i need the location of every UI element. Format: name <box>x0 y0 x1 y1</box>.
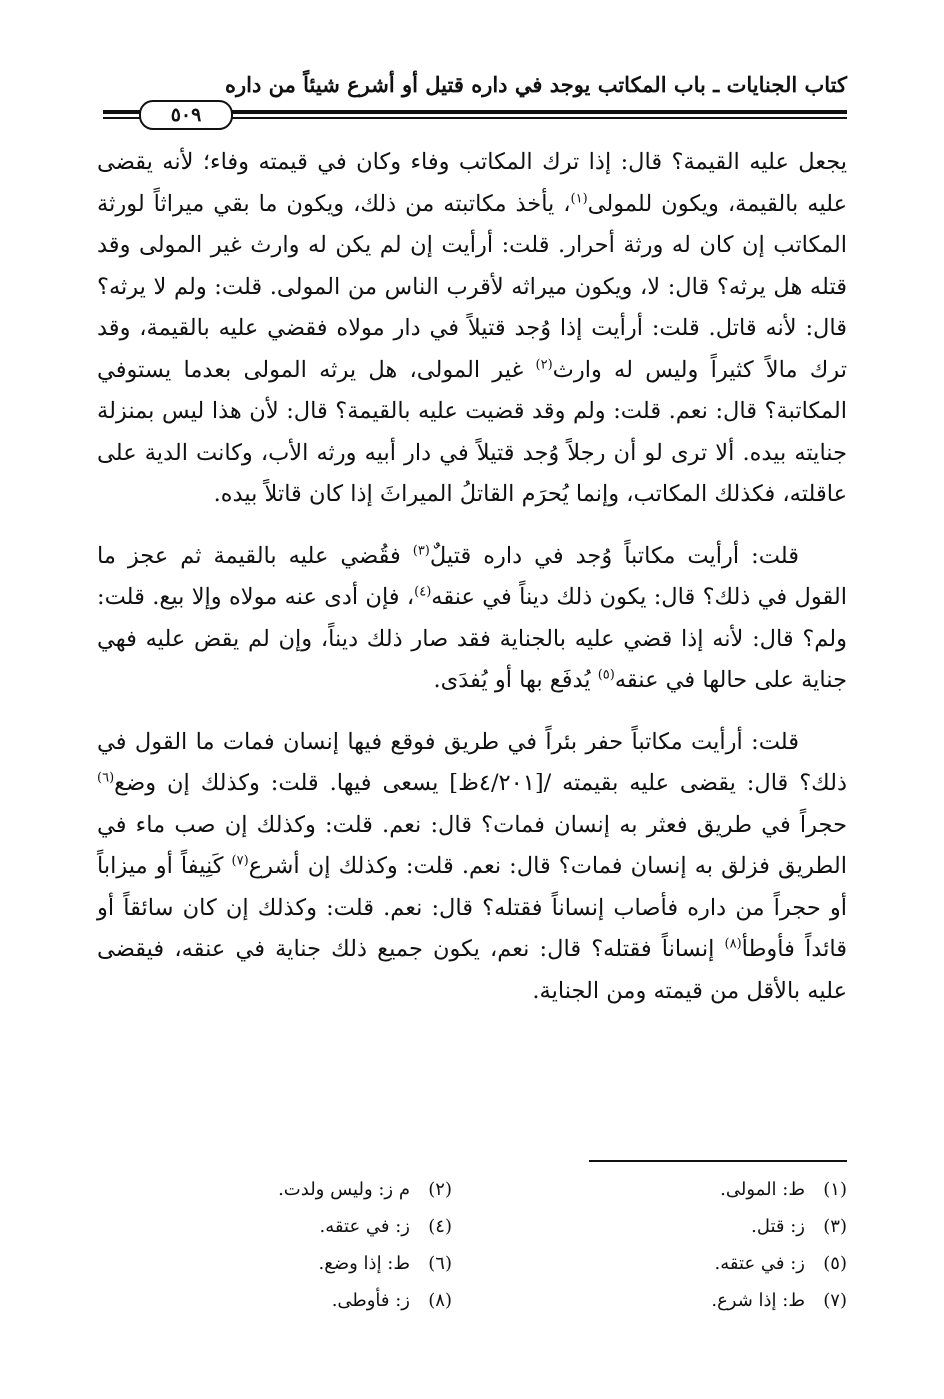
text-segment: يُدفَع بها أو يُفدَى. <box>433 667 598 693</box>
text-segment: إنساناً فقتله؟ قال: نعم، يكون جميع ذلك جناية في عنقه، فيقضى عليه بالأقل من قيمته ومن الجناية. <box>97 936 847 1004</box>
footnote-text: ز: فأوطى. <box>331 1290 410 1311</box>
footnote-reference: (٨) <box>724 936 742 952</box>
footnote-reference: (٣) <box>412 543 430 558</box>
footnote-reference: (٤) <box>414 584 432 600</box>
footnote-text: ز: في عتقه. <box>319 1216 410 1237</box>
text-segment: يجعل عليه القيمة؟ قال: إذا ترك المكاتب وفاء وكان في قيمته وفاء؛ لأنه يقضى عليه بالقيمة، ويكون للمولى <box>97 149 847 217</box>
page-header <box>103 70 847 125</box>
footnote-number: (٤) <box>428 1216 452 1237</box>
text-segment: كَنِيفاً أو ميزاباً أو حجراً من داره فأصاب إنساناً فقتله؟ قال: نعم. قلت: وكذلك إن كان سائقاً أو قائداً فأوطأ <box>97 853 847 962</box>
footnote-reference: (١) <box>570 191 588 206</box>
footnote-number: (٥) <box>823 1253 847 1274</box>
footnote <box>97 1246 452 1281</box>
footnote-text: ز: قتل. <box>751 1216 805 1237</box>
footnote-separator <box>589 1160 847 1162</box>
main-text <box>97 142 847 1012</box>
footnote <box>97 1283 452 1318</box>
text-segment: فقُضي عليه بالقيمة ثم عجز ما القول في ذلك؟ قال: يكون ذلك ديناً في عنقه <box>97 542 847 610</box>
footnote <box>492 1283 847 1318</box>
footnote-number: (٢) <box>428 1179 452 1200</box>
footnote-text: م ز: وليس ولدت. <box>278 1179 410 1200</box>
footnote <box>492 1172 847 1207</box>
text-segment: ، يأخذ مكاتبته من ذلك، ويكون ما بقي ميراثاً لورثة المكاتب إن كان له ورثة أحرار. قلت: أرأيت إن لم يكن له وارث غير المولى وقد قتله هل يرثه؟ قال: لا، ويكون ميراثه لأقرب الناس من المولى. قلت: ولم لا يرثه؟ قال: لأنه قاتل. قلت: أرأيت إذا وُجد قتيلاً في دار مولاه فقضي عليه بالقيمة، وقد ترك مالاً كثيراً وليس له وارث <box>97 190 847 383</box>
footnotes <box>97 1172 847 1318</box>
running-title: كتاب الجنايات ـ باب المكاتب يوجد في داره قتيل أو أشرع شيئاً من داره <box>224 72 847 97</box>
footnote-text: ط: المولى. <box>720 1179 805 1200</box>
footnote <box>97 1209 452 1244</box>
footnote <box>492 1246 847 1281</box>
footnote-text: ط: إذا وضع. <box>318 1253 410 1274</box>
footnote <box>492 1209 847 1244</box>
footnote-number: (١) <box>823 1179 847 1200</box>
text-segment: قلت: أرأيت مكاتباً وُجد في داره قتيلٌ <box>429 542 799 569</box>
footnote-text: ط: إذا شرع. <box>711 1290 805 1311</box>
footnote-text: ز: في عتقه. <box>714 1253 805 1274</box>
footnote <box>97 1172 452 1207</box>
text-segment: قلت: أرأيت مكاتباً حفر بئراً في طريق فوقع فيها إنسان فمات ما القول في ذلك؟ قال: يقضى عليه بقيمته /[٤/٢٠١ظ] يسعى فيها. قلت: وكذلك إن وضع <box>97 728 847 796</box>
footnote-reference: (٢) <box>535 357 553 372</box>
footnote-number: (٧) <box>823 1290 847 1311</box>
text-segment: غير المولى، هل يرثه المولى بعدما يستوفي المكاتبة؟ قال: نعم. قلت: ولم وقد قضيت عليه بالقيمة؟ قال: لأن هذا ليس بمنزلة جنايته بيده. ألا ترى لو أن رجلاً وُجد قتيلاً في دار أبيه ورثه الأب، وكانت الدية على عاقلته، فكذلك المكاتب، وإنما يُحرَم القاتلُ الميراثَ إذا كان قاتلاً بيده. <box>97 356 847 507</box>
footnote-number: (٦) <box>428 1253 452 1274</box>
page-number: ٥٠٩ <box>139 100 233 130</box>
paragraph <box>97 536 847 702</box>
footnote-reference: (٦) <box>97 770 115 786</box>
paragraph <box>97 722 847 1013</box>
text-segment: ، فإن أدى عنه مولاه وإلا بيع. قلت: ولم؟ قال: لأنه إذا قضي عليه بالجناية فقد صار ذلك ديناً، وإن لم يقض عليه فهي جناية على حالها في عنقه <box>97 584 847 693</box>
text-segment: حجراً في طريق فعثر به إنسان فمات؟ قال: نعم. قلت: وكذلك إن صب ماء في الطريق فزلق به إنسان فمات؟ قال: نعم. قلت: وكذلك إن أشرع <box>97 811 847 879</box>
footnote-number: (٨) <box>428 1290 452 1311</box>
footnote-reference: (٧) <box>231 853 249 869</box>
paragraph <box>97 142 847 516</box>
footnote-reference: (٥) <box>597 667 615 683</box>
footnote-number: (٣) <box>823 1216 847 1237</box>
